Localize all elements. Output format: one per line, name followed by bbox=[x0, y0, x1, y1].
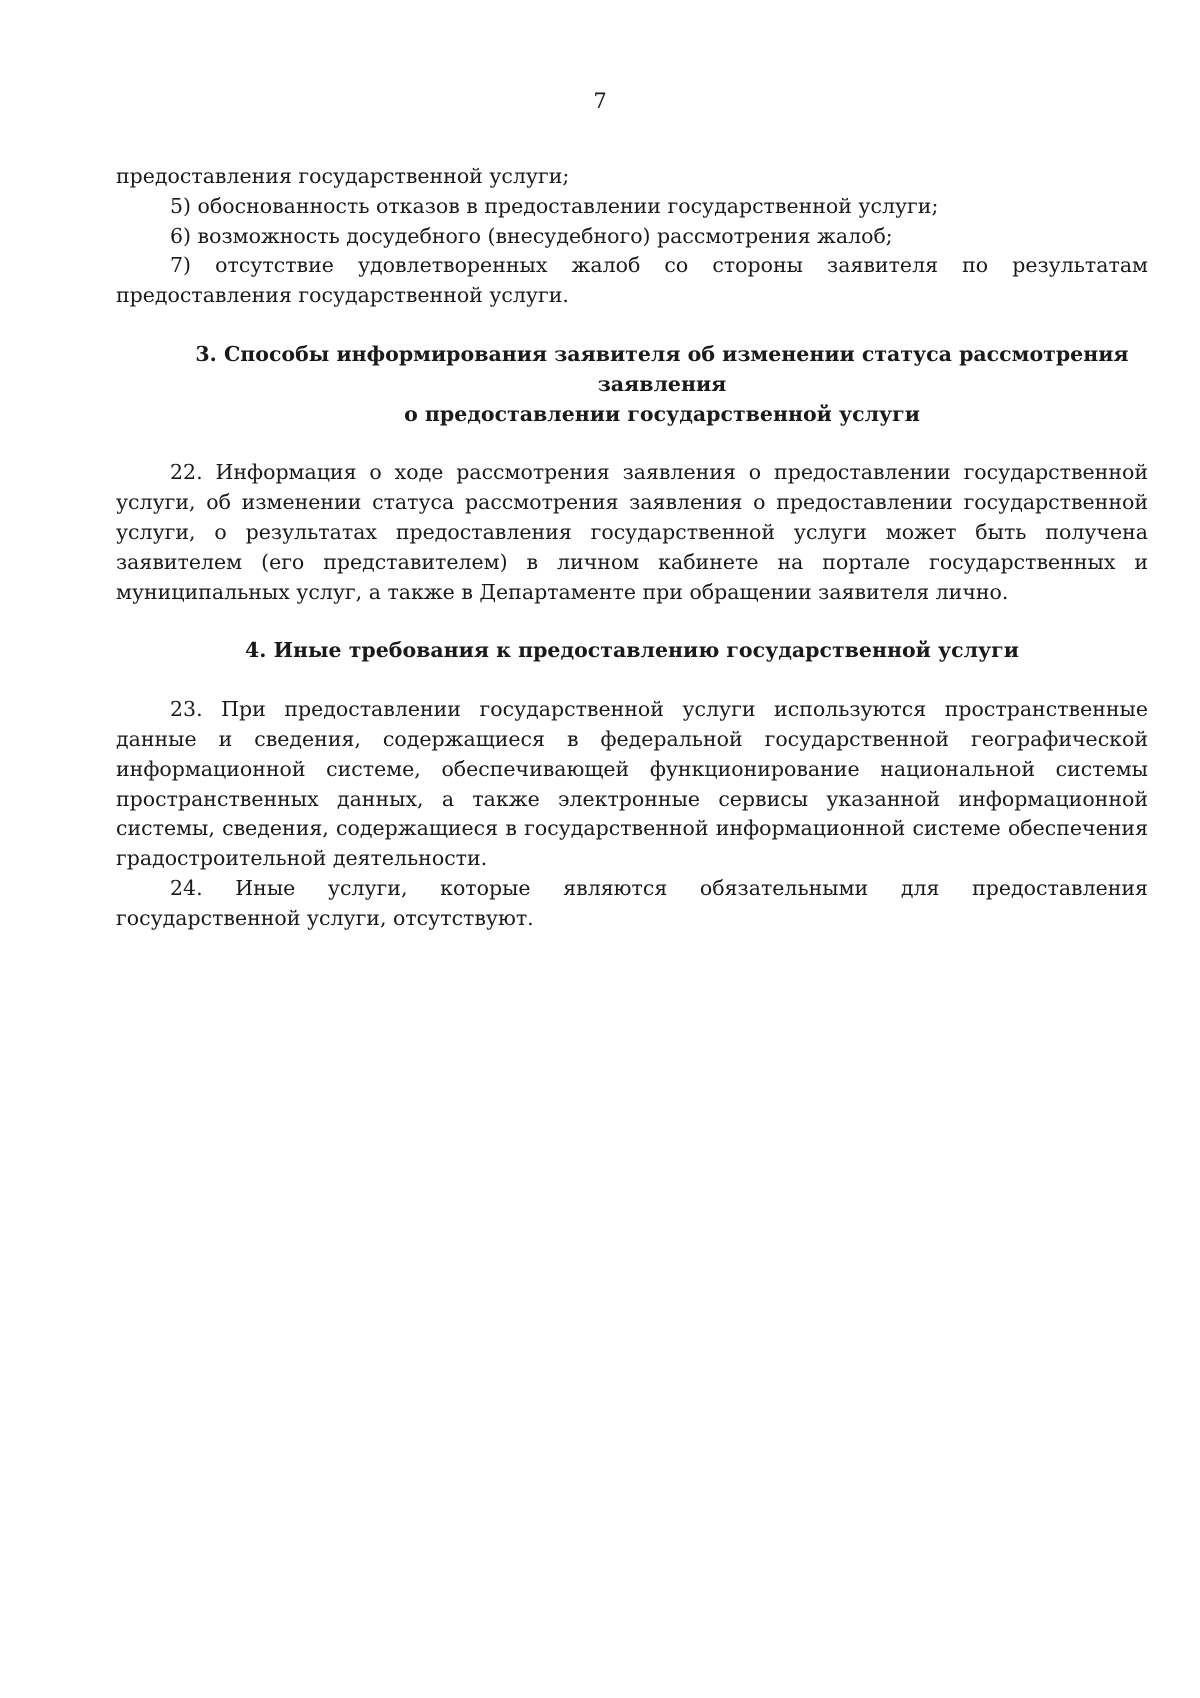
list-item-7: 7) отсутствие удовлетворенных жалоб со стороны заявителя по результатам предоставления государственной услуги. bbox=[116, 253, 1148, 308]
paragraph-continuation: предоставления государственной услуги; bbox=[116, 164, 570, 188]
section-3-heading-line-2: о предоставлении государственной услуги bbox=[404, 401, 920, 426]
paragraph-24: 24. Иные услуги, которые являются обязательными для предоставления государственной услуги, отсутствуют. bbox=[116, 875, 1148, 930]
paragraph-23: 23. При предоставлении государственной услуги используются пространственные данные и сведения, содержащиеся в федеральной государственной географической информационной системе, обеспечивающей функционирование национальной системы пространственных данных, а также электронные сервисы указанной информационной системы, сведения, содержащиеся в государственной информационной системе обеспечения градостроительной деятельности. bbox=[116, 697, 1148, 871]
section-4-heading: 4. Иные требования к предоставлению государственной услуги bbox=[245, 638, 1019, 663]
document-body bbox=[116, 162, 1148, 934]
list-item-5: 5) обоснованность отказов в предоставлении государственной услуги; bbox=[170, 193, 939, 218]
section-3-heading bbox=[116, 340, 1148, 429]
list-item-6: 6) возможность досудебного (внесудебного) рассмотрения жалоб; bbox=[170, 223, 893, 248]
page-number: 7 bbox=[593, 89, 607, 113]
section-3-heading-line-1: 3. Способы информирования заявителя об изменении статуса рассмотрения заявления bbox=[195, 341, 1129, 396]
paragraph-22: 22. Информация о ходе рассмотрения заявления о предоставлении государственной услуги, об изменении статуса рассмотрения заявления о предоставлении государственной услуги, о результатах предоставления государственной услуги может быть получена заявителем (его представителем) в личном кабинете на портале государственных и муниципальных услуг, а также в Департаменте при обращении заявителя лично. bbox=[116, 460, 1148, 604]
